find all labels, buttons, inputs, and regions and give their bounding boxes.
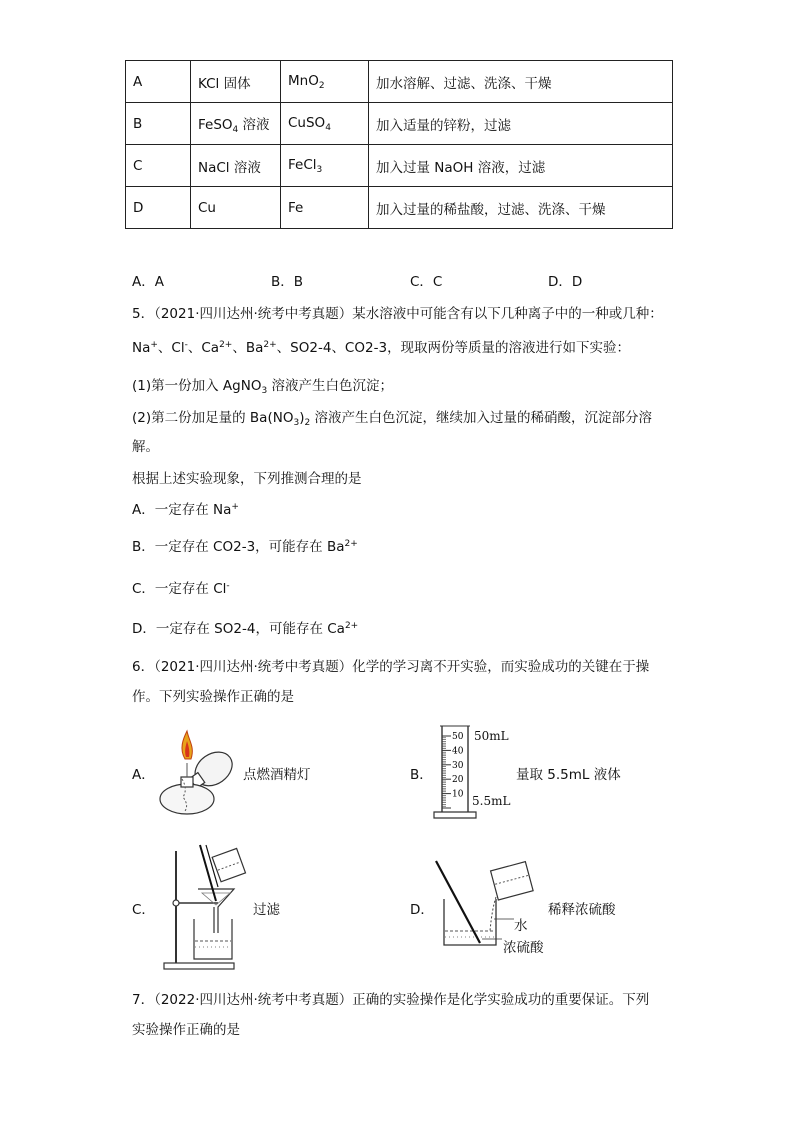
q5-option-d[interactable]: D．一定存在 SO2-4，可能存在 $Ca^{2+}$	[132, 621, 359, 637]
q6-option-b-letter[interactable]: B．	[410, 767, 433, 783]
filtration-illustration	[160, 843, 250, 973]
q5-question: 根据上述实验现象，下列推测合理的是	[132, 471, 362, 487]
q5-step-2: (2)第二份加足量的 $Ba(NO_3)_2$ 溶液产生白色沉淀，继续加入过量的稀硝酸，沉淀部分溶	[132, 410, 652, 428]
table-row	[126, 61, 673, 103]
q5-stem: 5．（2021·四川达州·统考中考真题）某水溶液中可能含有以下几种离子中的一种或几种：	[132, 306, 663, 322]
alcohol-lamp-illustration	[155, 727, 240, 822]
q6-option-d-letter[interactable]: D．	[410, 902, 434, 918]
q4-option-a[interactable]: A．A	[132, 274, 164, 290]
option-cell: B	[126, 103, 191, 145]
separation-table	[125, 60, 673, 229]
dilution-acid-label: 浓硫酸	[503, 940, 544, 956]
q5-step-1: (1)第一份加入 AgNO$_3$ 溶液产生白色沉淀；	[132, 378, 393, 396]
cylinder-scale-label: 30	[452, 760, 464, 771]
q4-option-d[interactable]: D．D	[548, 274, 583, 290]
q6-stem-line-1: 6．（2021·四川达州·统考中考真题）化学的学习离不开实验，而实验成功的关键在于操	[132, 659, 650, 675]
substance-cell: NaCl 溶液	[191, 145, 281, 187]
q6-stem-line-2: 作。下列实验操作正确的是	[132, 689, 294, 705]
method-cell: 加入过量的稀盐酸，过滤、洗涤、干燥	[369, 187, 673, 229]
q7-stem-line-1: 7．（2022·四川达州·统考中考真题）正确的实验操作是化学实验成功的重要保证。下列	[132, 992, 650, 1008]
method-cell: 加入适量的锌粉，过滤	[369, 103, 673, 145]
cylinder-top-label: 50mL	[474, 729, 509, 743]
q4-option-c[interactable]: C．C	[410, 274, 443, 290]
substance-cell: KCl 固体	[191, 61, 281, 103]
cylinder-scale-label: 50	[452, 732, 464, 742]
cylinder-scale-label: 10	[452, 789, 464, 800]
q4-option-b[interactable]: B．B	[271, 274, 304, 290]
option-cell: A	[126, 61, 191, 103]
method-cell: 加水溶解、过滤、洗涤、干燥	[369, 61, 673, 103]
dilution-water-label: 水	[514, 918, 528, 934]
impurity-cell: MnO$_2$	[281, 61, 369, 103]
impurity-cell: CuSO$_4$	[281, 103, 369, 145]
q5-option-a[interactable]: A．一定存在 Na+	[132, 502, 239, 518]
q5-option-c[interactable]: C．一定存在 Cl-	[132, 581, 230, 597]
table-row	[126, 103, 673, 145]
impurity-cell: FeCl$_3$	[281, 145, 369, 187]
option-cell: C	[126, 145, 191, 187]
impurity-cell: Fe	[281, 187, 369, 229]
q5-step-2-cont: 解。	[132, 439, 159, 455]
q6-option-c-letter[interactable]: C．	[132, 902, 155, 918]
q5-ions: Na+、Cl-、$Ca^{2+}$、$Ba^{2+}$、SO2-4、CO2-3，现取两份等质量的溶液进行如下实验：	[132, 340, 631, 356]
q6-option-a-letter[interactable]: A．	[132, 767, 155, 783]
table-row	[126, 187, 673, 229]
q6-option-c-caption: 过滤	[253, 902, 280, 918]
q6-option-d-caption: 稀释浓硫酸	[548, 902, 616, 918]
cylinder-bottom-label: 5.5mL	[472, 794, 511, 808]
substance-cell: Cu	[191, 187, 281, 229]
substance-cell: FeSO$_4$ 溶液	[191, 103, 281, 145]
table-row	[126, 145, 673, 187]
q5-option-b[interactable]: B．一定存在 CO2-3，可能存在 $Ba^{2+}$	[132, 539, 358, 555]
option-cell: D	[126, 187, 191, 229]
q6-option-b-caption: 量取 5.5mL 液体	[516, 767, 621, 783]
cylinder-scale-label: 40	[452, 746, 464, 757]
q6-option-a-caption: 点燃酒精灯	[243, 767, 311, 783]
q7-stem-line-2: 实验操作正确的是	[132, 1022, 240, 1038]
method-cell: 加入过量 NaOH 溶液，过滤	[369, 145, 673, 187]
cylinder-scale-label: 20	[452, 775, 464, 786]
